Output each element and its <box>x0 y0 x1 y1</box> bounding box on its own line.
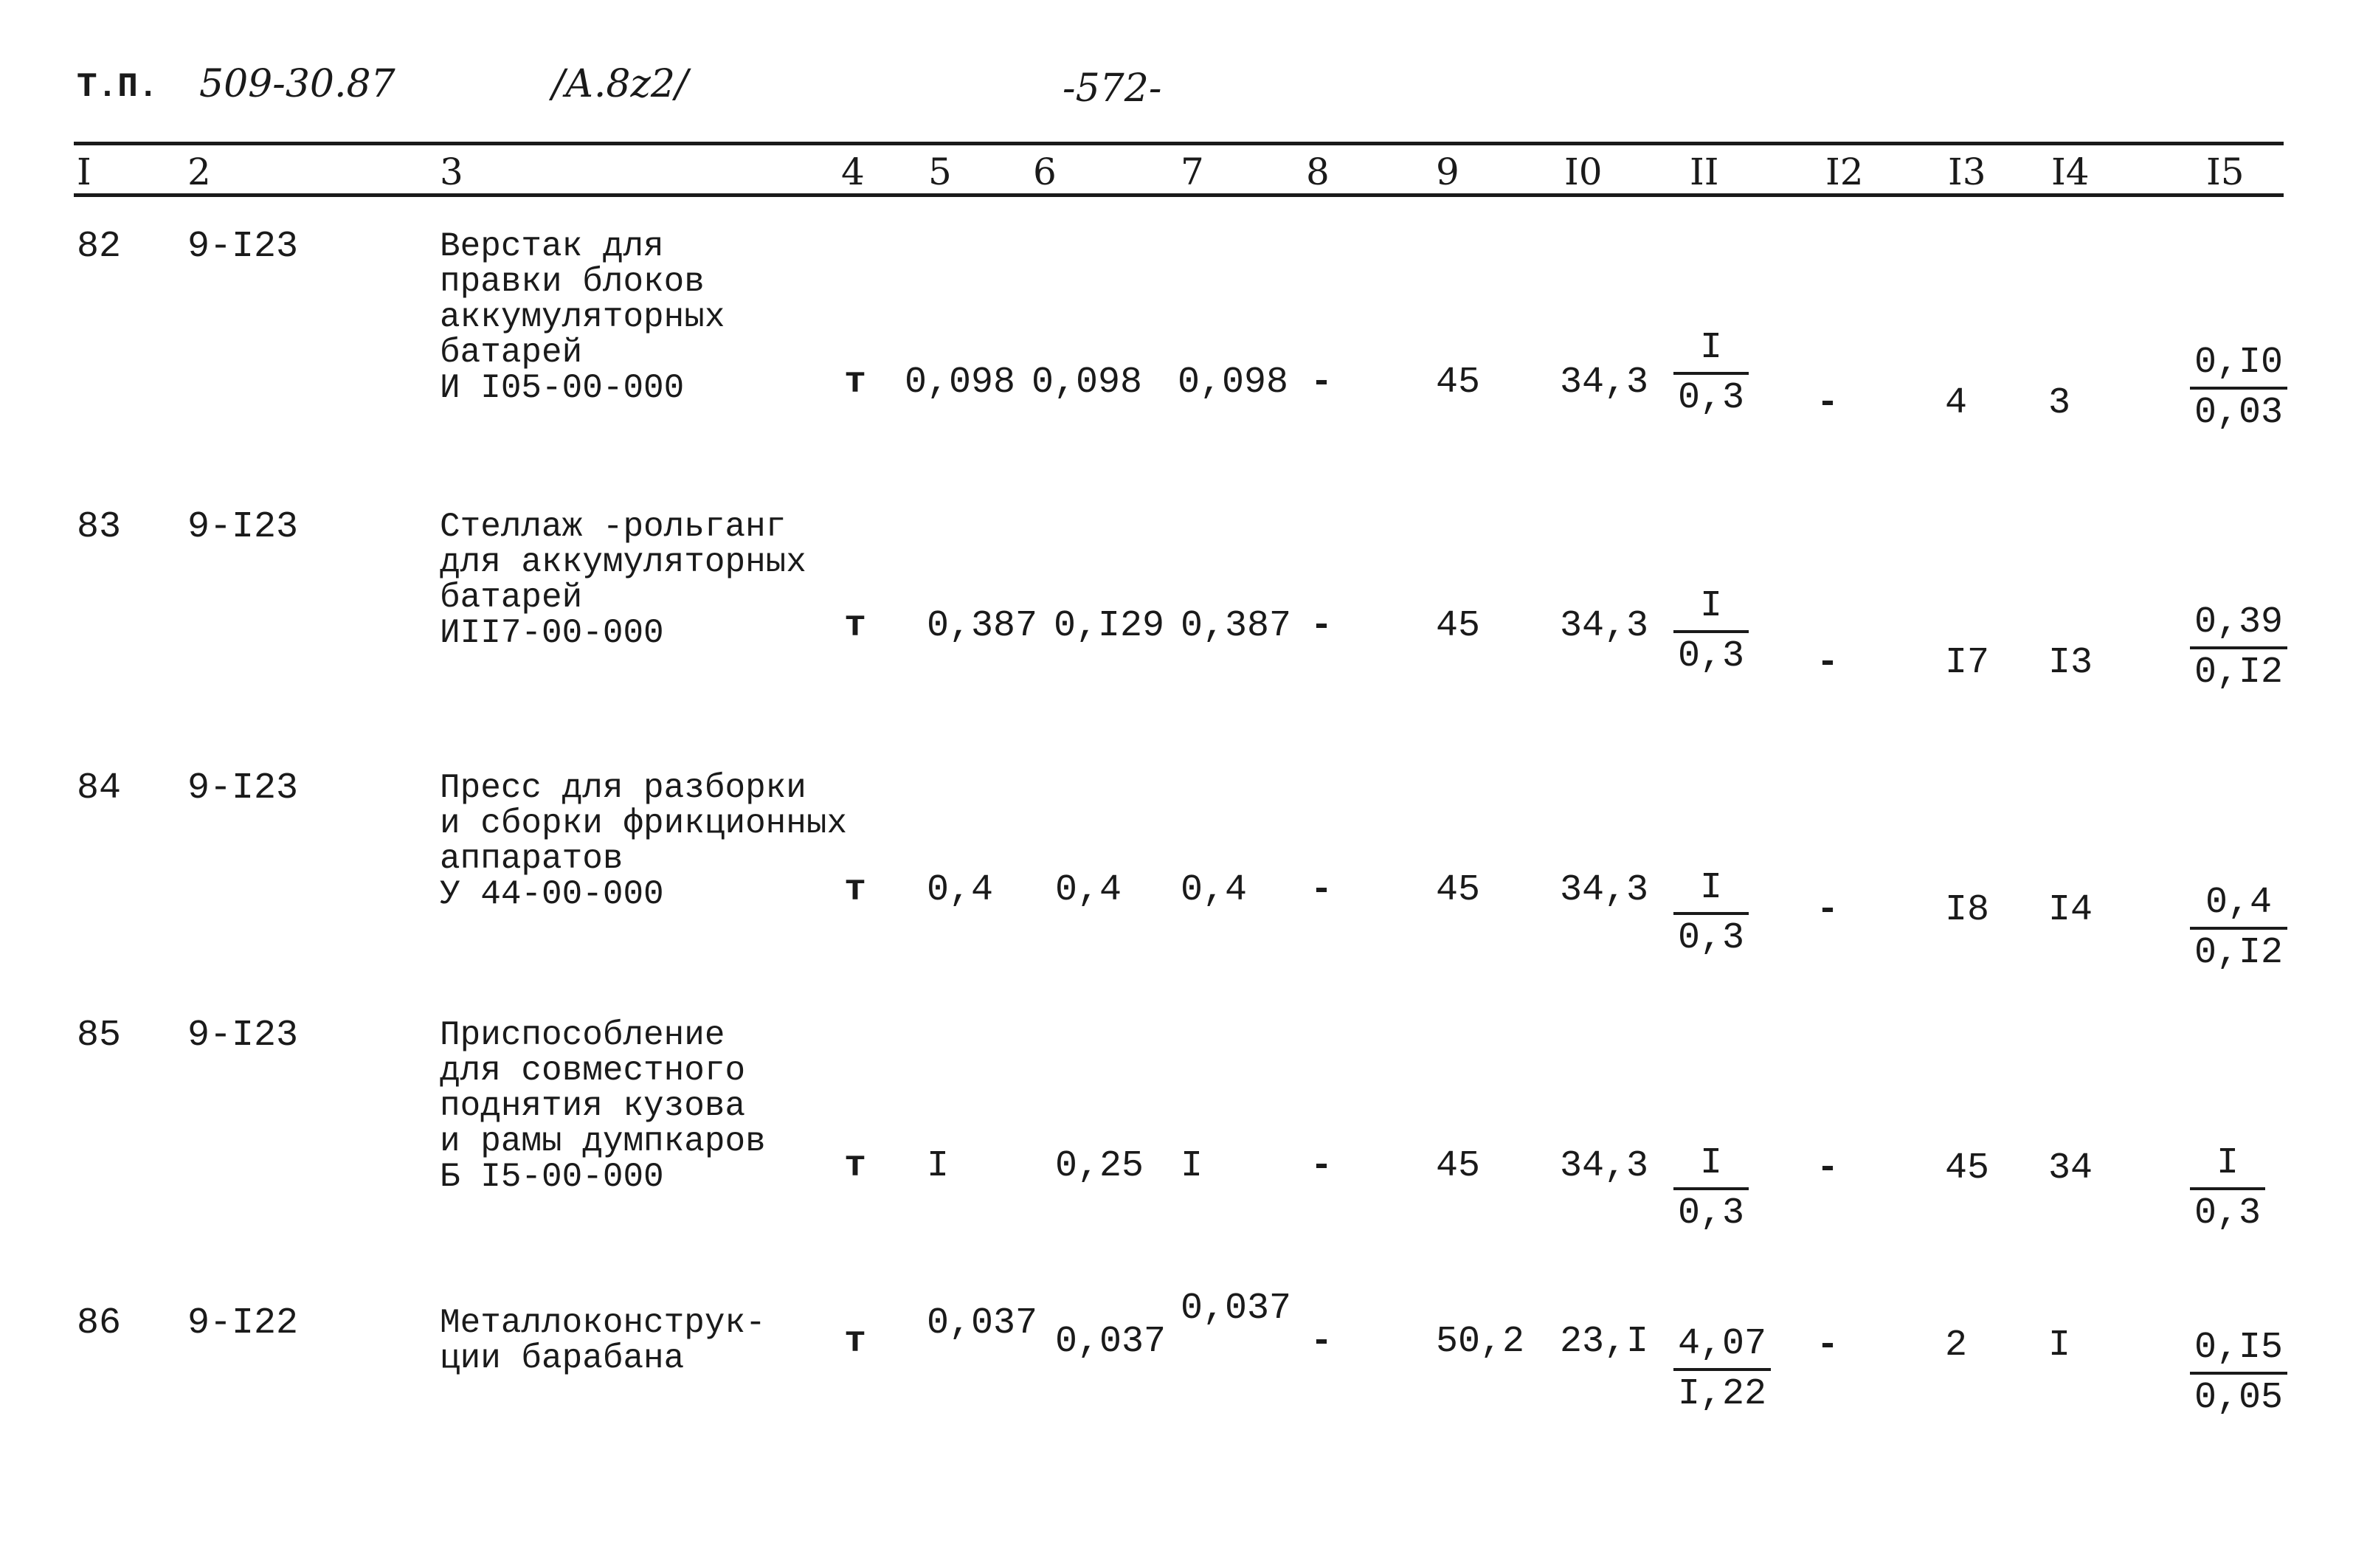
description-line: Стеллаж -рольганг <box>440 508 787 546</box>
column-12-value: - <box>1817 1147 1839 1189</box>
equipment-description <box>440 1305 766 1376</box>
description-line: Пресс для разборки <box>440 769 806 807</box>
column-8-value: - <box>1310 605 1333 647</box>
column-7-value: 0,4 <box>1181 869 1248 911</box>
column-15-fraction-denominator: 0,05 <box>2194 1377 2284 1419</box>
column-number: 6 <box>1033 151 1057 193</box>
description-line: Верстак для <box>440 227 664 266</box>
doc-prefix: Т.П. <box>77 68 159 106</box>
unit-cell: т <box>844 1145 867 1187</box>
description-line: У 44-00-000 <box>440 875 664 913</box>
column-14-value: 3 <box>2048 382 2071 424</box>
description-line: ИII7-00-000 <box>440 614 664 652</box>
column-number: 5 <box>928 151 952 193</box>
column-number: I <box>77 151 91 193</box>
column-11-fraction-denominator: 0,3 <box>1678 635 1745 677</box>
column-15-fraction-denominator: 0,03 <box>2194 392 2284 434</box>
column-5-value: 0,098 <box>905 362 1016 404</box>
album-number: /А.8z2/ <box>552 62 688 106</box>
column-9-value: 45 <box>1436 1145 1481 1187</box>
row-number: 83 <box>77 506 122 548</box>
column-number: 3 <box>440 151 463 193</box>
column-8-value: - <box>1310 1321 1333 1363</box>
column-11-fraction-denominator: 0,3 <box>1678 1192 1745 1234</box>
column-7-value: 0,387 <box>1181 605 1292 647</box>
description-line: для аккумуляторных <box>440 543 806 581</box>
column-number: 8 <box>1306 151 1330 193</box>
description-line: И I05-00-000 <box>440 369 685 407</box>
header-top-rule <box>74 142 2284 145</box>
description-line: ции барабана <box>440 1339 685 1378</box>
column-number: I4 <box>2051 151 2090 193</box>
equipment-description <box>440 1018 766 1195</box>
equipment-description <box>440 509 806 651</box>
column-15-fraction-numerator: 0,I5 <box>2190 1324 2287 1375</box>
description-line: и рамы думпкаров <box>440 1122 766 1161</box>
column-6-value: 0,4 <box>1055 869 1122 911</box>
unit-cell: т <box>844 605 867 647</box>
column-6-value: 0,037 <box>1055 1321 1167 1363</box>
column-11-fraction <box>1673 325 1749 422</box>
column-15-fraction-numerator: I <box>2190 1140 2265 1190</box>
column-11-fraction-numerator: I <box>1673 583 1749 633</box>
column-15-fraction <box>2190 1140 2265 1237</box>
row-number: 82 <box>77 226 122 268</box>
column-10-value: 34,3 <box>1560 605 1649 647</box>
column-11-fraction-numerator: I <box>1673 865 1749 915</box>
column-11-fraction-numerator: 4,07 <box>1673 1321 1771 1371</box>
description-line: для совместного <box>440 1051 746 1090</box>
column-12-value: - <box>1817 889 1839 931</box>
description-line: аккумуляторных <box>440 298 725 336</box>
column-number: I0 <box>1564 151 1603 193</box>
column-15-fraction <box>2190 1324 2287 1422</box>
column-5-value: 0,4 <box>927 869 994 911</box>
column-10-value: 23,I <box>1560 1321 1649 1363</box>
page-number: -572- <box>1063 66 1162 111</box>
description-line: Металлоконструк- <box>440 1304 766 1342</box>
column-11-fraction <box>1673 865 1749 962</box>
column-11-fraction <box>1673 1140 1749 1237</box>
description-line: батарей <box>440 334 583 372</box>
column-6-value: 0,I29 <box>1054 605 1165 647</box>
column-11-fraction-numerator: I <box>1673 1140 1749 1190</box>
column-11-fraction <box>1673 1321 1771 1418</box>
description-line: аппаратов <box>440 840 623 878</box>
column-13-value: 2 <box>1945 1324 1968 1367</box>
column-10-value: 34,3 <box>1560 1145 1649 1187</box>
column-5-value: I <box>927 1145 950 1187</box>
column-11-fraction-numerator: I <box>1673 325 1749 375</box>
column-number: II <box>1690 151 1719 193</box>
description-line: и сборки фрикционных <box>440 804 848 843</box>
row-number: 86 <box>77 1302 122 1344</box>
column-13-value: 4 <box>1945 382 1968 424</box>
project-number: 509-30.87 <box>199 62 395 106</box>
column-9-value: 45 <box>1436 605 1481 647</box>
column-9-value: 50,2 <box>1436 1321 1525 1363</box>
column-6-value: 0,25 <box>1055 1145 1144 1187</box>
column-15-fraction-denominator: 0,I2 <box>2194 652 2284 694</box>
description-line: Б I5-00-000 <box>440 1158 664 1196</box>
equipment-description <box>440 770 847 912</box>
price-code: 9-I23 <box>187 506 299 548</box>
column-5-value: 0,037 <box>927 1302 1038 1344</box>
column-15-fraction-denominator: 0,3 <box>2194 1192 2262 1234</box>
column-14-value: I4 <box>2048 889 2093 931</box>
column-13-value: I7 <box>1945 642 1990 684</box>
column-8-value: - <box>1310 1145 1333 1187</box>
column-11-fraction-denominator: 0,3 <box>1678 917 1745 959</box>
column-14-value: 34 <box>2048 1147 2093 1189</box>
unit-cell: т <box>844 362 867 404</box>
column-13-value: 45 <box>1945 1147 1990 1189</box>
row-number: 85 <box>77 1015 122 1057</box>
column-number: I3 <box>1948 151 1986 193</box>
equipment-description <box>440 229 725 406</box>
column-9-value: 45 <box>1436 362 1481 404</box>
column-number: I2 <box>1825 151 1864 193</box>
column-number: 2 <box>187 151 211 193</box>
column-15-fraction-denominator: 0,I2 <box>2194 932 2284 974</box>
column-11-fraction <box>1673 583 1749 680</box>
description-line: поднятия кузова <box>440 1087 746 1125</box>
column-number: 9 <box>1436 151 1459 193</box>
column-15-fraction-numerator: 0,4 <box>2190 880 2287 930</box>
column-15-fraction <box>2190 599 2287 697</box>
price-code: 9-I23 <box>187 767 299 809</box>
column-8-value: - <box>1310 869 1333 911</box>
column-5-value: 0,387 <box>927 605 1038 647</box>
price-code: 9-I22 <box>187 1302 299 1344</box>
column-15-fraction <box>2190 339 2287 437</box>
column-15-fraction-numerator: 0,I0 <box>2190 339 2287 390</box>
row-number: 84 <box>77 767 122 809</box>
column-14-value: I <box>2048 1324 2071 1367</box>
description-line: правки блоков <box>440 263 705 301</box>
column-15-fraction <box>2190 880 2287 977</box>
column-12-value: - <box>1817 1324 1839 1367</box>
price-code: 9-I23 <box>187 226 299 268</box>
column-14-value: I3 <box>2048 642 2093 684</box>
column-10-value: 34,3 <box>1560 362 1649 404</box>
column-11-fraction-denominator: I,22 <box>1678 1373 1767 1415</box>
column-12-value: - <box>1817 642 1839 684</box>
unit-cell: т <box>844 1321 867 1363</box>
column-12-value: - <box>1817 382 1839 424</box>
column-11-fraction-denominator: 0,3 <box>1678 377 1745 419</box>
column-6-value: 0,098 <box>1032 362 1143 404</box>
column-13-value: I8 <box>1945 889 1990 931</box>
price-code: 9-I23 <box>187 1015 299 1057</box>
column-number: 7 <box>1181 151 1204 193</box>
unit-cell: т <box>844 869 867 911</box>
column-7-value: 0,037 <box>1181 1288 1292 1330</box>
column-number: I5 <box>2206 151 2245 193</box>
column-7-value: 0,098 <box>1178 362 1289 404</box>
column-number: 4 <box>841 151 865 193</box>
column-7-value: I <box>1181 1145 1203 1187</box>
column-15-fraction-numerator: 0,39 <box>2190 599 2287 649</box>
column-10-value: 34,3 <box>1560 869 1649 911</box>
description-line: батарей <box>440 578 583 617</box>
column-8-value: - <box>1310 362 1333 404</box>
column-9-value: 45 <box>1436 869 1481 911</box>
header-bottom-rule <box>74 193 2284 197</box>
description-line: Приспособление <box>440 1016 725 1054</box>
